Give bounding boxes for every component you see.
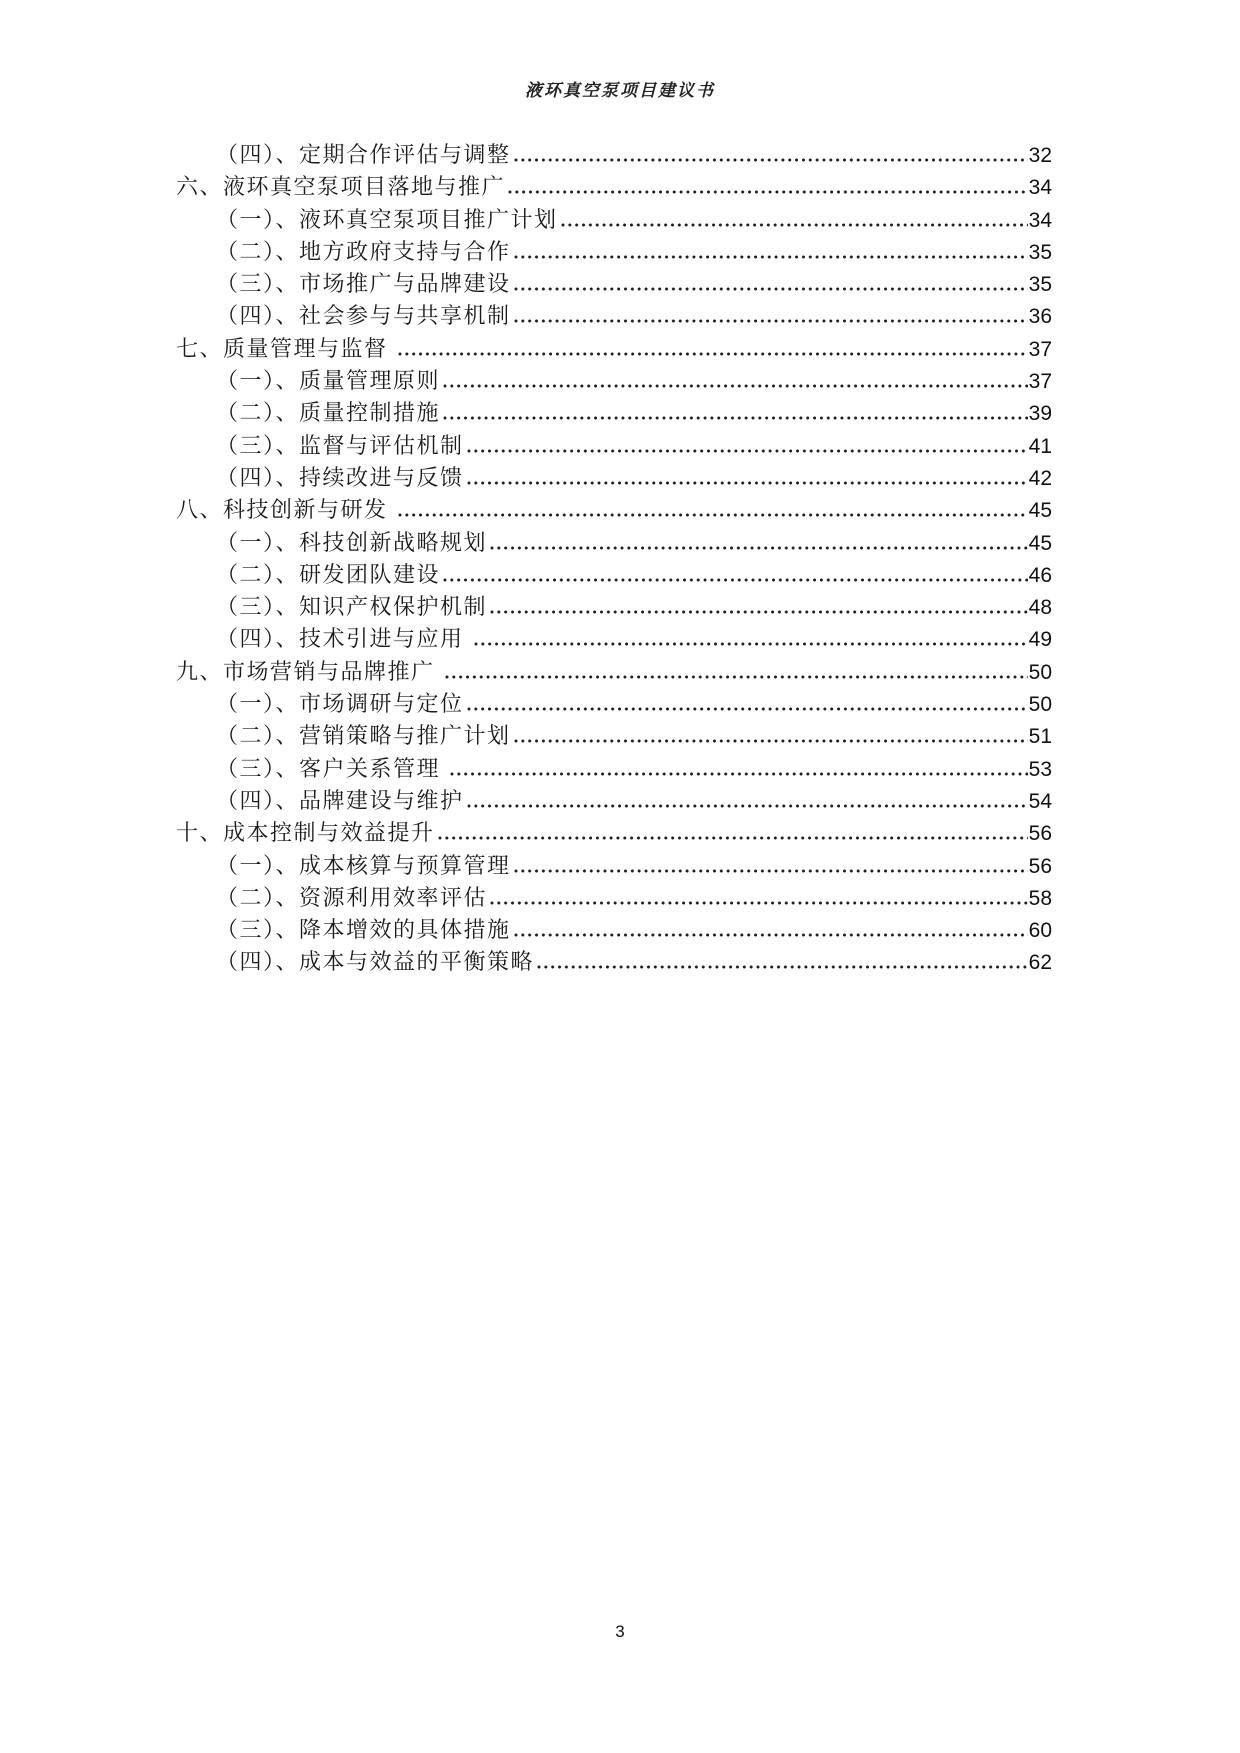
toc-entry-label: （一）、质量管理原则 — [216, 368, 441, 394]
toc-entry-label: （三）、监督与评估机制 — [216, 432, 464, 458]
toc-entry-label: （二）、资源利用效率评估 — [216, 884, 488, 910]
toc-entry[interactable] — [176, 622, 1052, 654]
toc-entry[interactable] — [176, 849, 1052, 881]
toc-entry[interactable] — [176, 590, 1052, 622]
toc-entry-label: 六、液环真空泵项目落地与推广 — [176, 174, 506, 200]
toc-entry-label: 九、市场营销与品牌推广 — [176, 658, 442, 684]
toc-entry-page-number: 50 — [1028, 693, 1052, 717]
toc-entry[interactable] — [176, 396, 1052, 428]
toc-entry-label: （四）、定期合作评估与调整 — [216, 142, 511, 167]
footer-page-number: 3 — [615, 1622, 625, 1641]
toc-entry-label: （二）、质量控制措施 — [216, 400, 441, 426]
toc-dot-leader — [398, 513, 1028, 517]
toc-entry-page-number: 48 — [1028, 596, 1052, 620]
document-header — [0, 76, 1240, 101]
toc-entry[interactable] — [176, 138, 1052, 170]
toc-entry[interactable] — [176, 945, 1052, 977]
toc-entry[interactable] — [176, 816, 1052, 848]
toc-entry-page-number: 58 — [1028, 886, 1052, 910]
toc-entry-page-number: 32 — [1028, 144, 1052, 167]
toc-entry[interactable] — [176, 719, 1052, 751]
toc-entry[interactable] — [176, 429, 1052, 461]
toc-dot-leader — [514, 255, 1028, 259]
toc-entry-page-number: 35 — [1028, 240, 1052, 264]
toc-entry-page-number: 49 — [1028, 628, 1052, 652]
toc-dot-leader — [398, 352, 1028, 356]
toc-entry-page-number: 45 — [1028, 499, 1052, 523]
toc-entry[interactable] — [176, 558, 1052, 590]
toc-dot-leader — [467, 804, 1028, 808]
toc-entry-page-number: 42 — [1028, 466, 1052, 490]
toc-entry-label: （一）、科技创新战略规划 — [216, 529, 488, 555]
toc-entry[interactable] — [176, 881, 1052, 913]
toc-dot-leader — [514, 287, 1028, 291]
toc-entry-label: （三）、市场推广与品牌建设 — [216, 271, 511, 297]
toc-entry[interactable] — [176, 752, 1052, 784]
toc-dot-leader — [490, 901, 1028, 905]
toc-entry[interactable] — [176, 267, 1052, 299]
toc-entry-label: （三）、降本增效的具体措施 — [216, 917, 511, 943]
toc-entry-label: （一）、成本核算与预算管理 — [216, 852, 511, 878]
toc-entry-label: 八、科技创新与研发 — [176, 497, 395, 523]
toc-entry-label: （二）、地方政府支持与合作 — [216, 238, 511, 264]
toc-entry[interactable] — [176, 655, 1052, 687]
toc-entry-page-number: 46 — [1028, 563, 1052, 587]
toc-dot-leader — [514, 933, 1028, 937]
toc-entry-label: 七、质量管理与监督 — [176, 335, 395, 361]
toc-entry-page-number: 56 — [1028, 822, 1052, 846]
toc-entry-label: （一）、市场调研与定位 — [216, 691, 464, 717]
toc-entry[interactable] — [176, 913, 1052, 945]
toc-entry[interactable] — [176, 784, 1052, 816]
toc-entry-page-number: 34 — [1028, 176, 1052, 200]
table-of-contents — [176, 138, 1052, 978]
toc-dot-leader — [514, 869, 1028, 873]
toc-entry-label: （一）、液环真空泵项目推广计划 — [216, 206, 558, 232]
toc-dot-leader — [443, 578, 1028, 582]
toc-dot-leader — [561, 223, 1028, 227]
toc-dot-leader — [490, 610, 1028, 614]
toc-entry[interactable] — [176, 332, 1052, 364]
toc-entry-label: （四）、技术引进与应用 — [216, 626, 471, 652]
toc-entry[interactable] — [176, 526, 1052, 558]
toc-entry[interactable] — [176, 170, 1052, 202]
toc-dot-leader — [490, 546, 1028, 550]
toc-entry-page-number: 36 — [1028, 305, 1052, 329]
toc-entry-page-number: 34 — [1028, 208, 1052, 232]
toc-entry-label: （二）、研发团队建设 — [216, 561, 441, 587]
toc-entry-page-number: 35 — [1028, 273, 1052, 297]
toc-entry-page-number: 39 — [1028, 402, 1052, 426]
toc-entry[interactable] — [176, 364, 1052, 396]
toc-entry-label: 十、成本控制与效益提升 — [176, 820, 435, 846]
toc-entry-label: （四）、成本与效益的平衡策略 — [216, 949, 535, 975]
toc-entry[interactable] — [176, 299, 1052, 331]
toc-entry[interactable] — [176, 235, 1052, 267]
toc-entry[interactable] — [176, 493, 1052, 525]
toc-dot-leader — [514, 158, 1028, 162]
toc-entry-label: （三）、客户关系管理 — [216, 755, 448, 781]
toc-dot-leader — [467, 707, 1028, 711]
toc-entry-page-number: 37 — [1028, 370, 1052, 394]
toc-entry-page-number: 45 — [1028, 531, 1052, 555]
toc-entry[interactable] — [176, 203, 1052, 235]
toc-entry-label: （三）、知识产权保护机制 — [216, 594, 488, 620]
toc-entry-page-number: 41 — [1028, 434, 1052, 458]
toc-entry-page-number: 56 — [1028, 854, 1052, 878]
toc-dot-leader — [438, 836, 1028, 840]
toc-dot-leader — [514, 319, 1028, 323]
toc-entry-label: （四）、品牌建设与维护 — [216, 787, 464, 813]
toc-entry-page-number: 54 — [1028, 789, 1052, 813]
toc-entry-page-number: 53 — [1028, 757, 1052, 781]
toc-dot-leader — [443, 384, 1028, 388]
toc-entry-page-number: 37 — [1028, 337, 1052, 361]
toc-entry-page-number: 51 — [1028, 725, 1052, 749]
toc-entry-page-number: 60 — [1028, 919, 1052, 943]
toc-dot-leader — [514, 739, 1028, 743]
document-footer — [0, 1622, 1240, 1642]
toc-entry[interactable] — [176, 687, 1052, 719]
toc-dot-leader — [467, 449, 1028, 453]
toc-dot-leader — [467, 481, 1028, 485]
document-header-title: 液环真空泵项目建议书 — [525, 81, 715, 100]
toc-entry-page-number: 62 — [1028, 951, 1052, 975]
toc-entry-label: （二）、营销策略与推广计划 — [216, 723, 511, 749]
toc-dot-leader — [450, 772, 1028, 776]
toc-dot-leader — [443, 416, 1028, 420]
toc-dot-leader — [537, 965, 1028, 969]
toc-entry-page-number: 50 — [1028, 660, 1052, 684]
toc-dot-leader — [508, 190, 1028, 194]
toc-entry-label: （四）、社会参与与共享机制 — [216, 303, 511, 329]
toc-entry-label: （四）、持续改进与反馈 — [216, 464, 464, 490]
toc-dot-leader — [445, 675, 1028, 679]
toc-entry[interactable] — [176, 461, 1052, 493]
toc-dot-leader — [474, 642, 1028, 646]
